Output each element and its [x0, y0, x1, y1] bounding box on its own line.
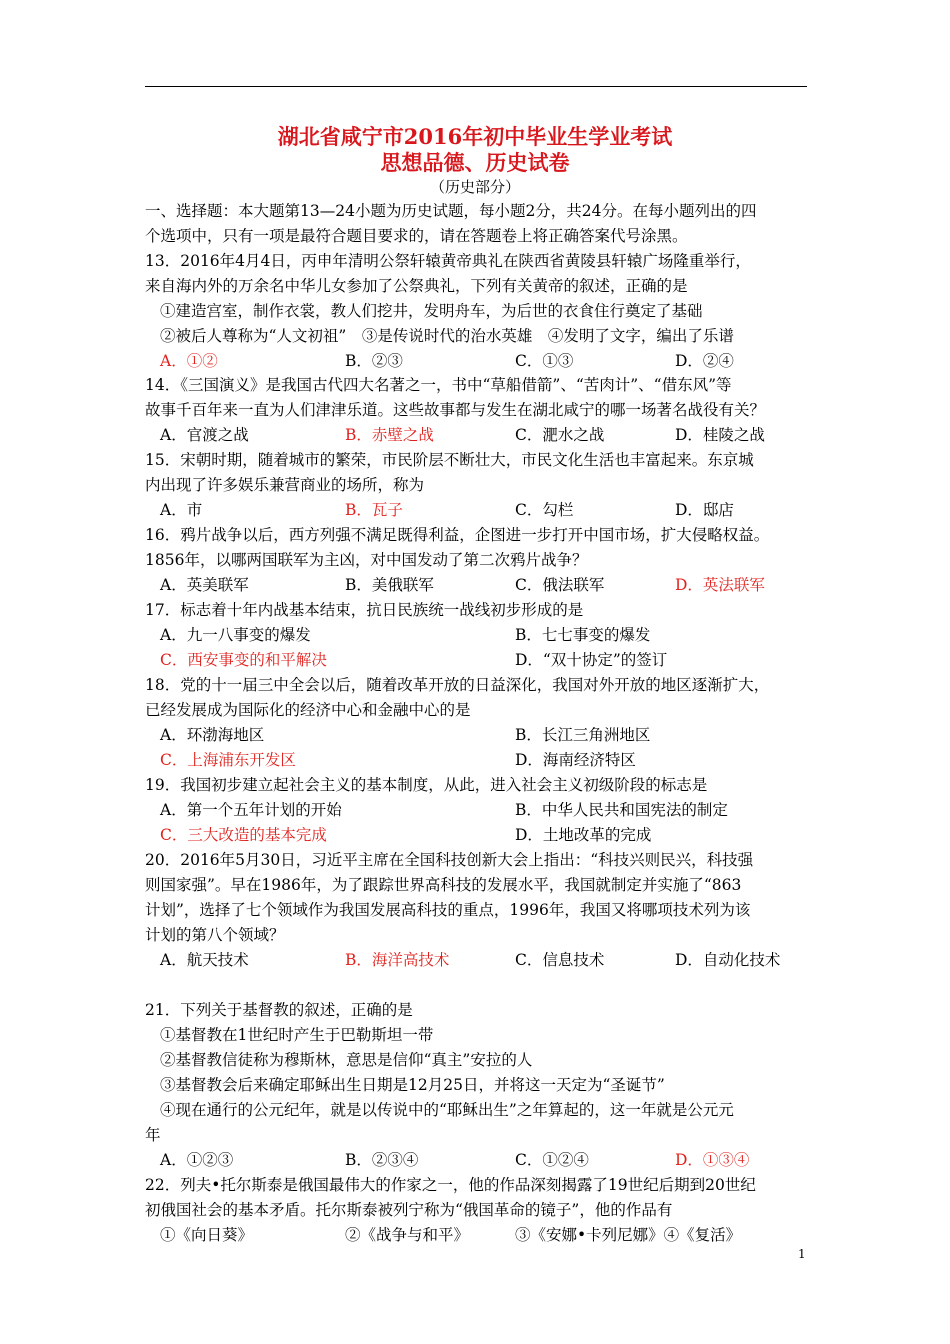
question-stem: 计划的第八个领域？ — [145, 926, 285, 944]
answer-option: D．②④ — [675, 352, 734, 370]
answer-option: B．②③ — [345, 352, 403, 370]
question-stem: 1856年，以哪两国联军为主凶，对中国发动了第二次鸦片战争？ — [145, 551, 588, 569]
answer-option: C．信息技术 — [515, 951, 605, 969]
answer-option: D．桂陵之战 — [675, 426, 765, 444]
statement-item: ①建造宫室，制作衣裳，教人们挖井，发明舟车，为后世的衣食住行奠定了基础 — [160, 302, 703, 320]
instruction-line: 个选项中，只有一项是最符合题目要求的，请在答题卷上将正确答案代号涂黑。 — [145, 227, 688, 245]
question-stem: 22．列夫•托尔斯泰是俄国最伟大的作家之一，他的作品深刻揭露了19世纪后期到20世纪 — [145, 1176, 756, 1194]
answer-option: A．官渡之战 — [160, 426, 249, 444]
question-stem: 20．2016年5月30日，习近平主席在全国科技创新大会上指出：“科技兴则民兴，科技强 — [145, 851, 754, 869]
statement-item: ③《安娜•卡列尼娜》④《复活》 — [515, 1226, 742, 1244]
header-rule — [145, 86, 807, 87]
answer-option: C．勾栏 — [515, 501, 574, 519]
answer-option: D．土地改革的完成 — [515, 826, 652, 844]
instruction-line: 一、选择题：本大题第13—24小题为历史试题，每小题2分，共24分。在每小题列出的四 — [145, 202, 757, 220]
answer-option: C．①③ — [515, 352, 574, 370]
answer-option: B．②③④ — [345, 1151, 419, 1169]
statement-item: ②《战争与和平》 — [345, 1226, 470, 1244]
statement-item: ①基督教在1世纪时产生于巴勒斯坦一带 — [160, 1026, 434, 1044]
question-stem: 计划”，选择了七个领域作为我国发展高科技的重点，1996年，我国又将哪项技术列为该 — [145, 901, 751, 919]
answer-option: C．淝水之战 — [515, 426, 605, 444]
question-stem: 来自海内外的万余名中华儿女参加了公祭典礼，下列有关黄帝的叙述，正确的是 — [145, 277, 688, 295]
question-stem: 内出现了许多娱乐兼营商业的场所，称为 — [145, 476, 425, 494]
answer-option: D．海南经济特区 — [515, 751, 636, 769]
statement-item: ③基督教会后来确定耶稣出生日期是12月25日，并将这一天定为“圣诞节” — [160, 1076, 665, 1094]
answer-option: A．九一八事变的爆发 — [160, 626, 311, 644]
answer-option-correct: C．上海浦东开发区 — [160, 751, 296, 769]
answer-option: A．环渤海地区 — [160, 726, 265, 744]
question-stem: 14．《三国演义》是我国古代四大名著之一，书中“草船借箭”、“苦肉计”、“借东风”等 — [145, 376, 732, 394]
answer-option: B．七七事变的爆发 — [515, 626, 651, 644]
answer-option: A．英美联军 — [160, 576, 249, 594]
answer-option-correct: B．海洋高技术 — [345, 951, 450, 969]
statement-item: ②基督教信徒称为穆斯林，意思是信仰“真主”安拉的人 — [160, 1051, 533, 1069]
answer-option-correct: A．①② — [160, 352, 218, 370]
answer-option: B．长江三角洲地区 — [515, 726, 651, 744]
question-stem: 13．2016年4月4日，丙申年清明公祭轩辕黄帝典礼在陕西省黄陵县轩辕广场隆重举行， — [145, 252, 751, 270]
answer-option-correct: B．赤壁之战 — [345, 426, 434, 444]
answer-option: A．第一个五年计划的开始 — [160, 801, 342, 819]
answer-option: A．航天技术 — [160, 951, 249, 969]
section-label: （历史部分） — [429, 178, 520, 196]
question-stem: 则国家强”。早在1986年，为了跟踪世界高科技的发展水平，我国就制定并实施了“863 — [145, 876, 742, 894]
statement-item: ②被后人尊称为“人文初祖” ③是传说时代的治水英雄 ④发明了文字，编出了乐谱 — [160, 327, 734, 345]
answer-option: C．①②④ — [515, 1151, 589, 1169]
answer-option: A．市 — [160, 501, 203, 519]
question-stem: 19．我国初步建立起社会主义的基本制度，从此，进入社会主义初级阶段的标志是 — [145, 776, 708, 794]
question-stem: 初俄国社会的基本矛盾。托尔斯泰被列宁称为“俄国革命的镜子”，他的作品有 — [145, 1201, 673, 1219]
question-stem: 17．标志着十年内战基本结束，抗日民族统一战线初步形成的是 — [145, 601, 584, 619]
answer-option: C．俄法联军 — [515, 576, 605, 594]
answer-option-correct: D．英法联军 — [675, 576, 765, 594]
answer-option: D．“双十协定”的签订 — [515, 651, 668, 669]
answer-option-correct: B．瓦子 — [345, 501, 403, 519]
statement-item: ④现在通行的公元纪年，就是以传说中的“耶稣出生”之年算起的，这一年就是公元元 — [160, 1101, 734, 1119]
answer-option-correct: D．①③④ — [675, 1151, 750, 1169]
answer-option-correct: C．三大改造的基本完成 — [160, 826, 327, 844]
question-stem: 16．鸦片战争以后，西方列强不满足既得利益，企图进一步打开中国市场，扩大侵略权益。 — [145, 526, 770, 544]
exam-title: 湖北省咸宁市2016年初中毕业生学业考试 — [277, 124, 673, 149]
question-stem: 故事千百年来一直为人们津津乐道。这些故事都与发生在湖北咸宁的哪一场著名战役有关？ — [145, 401, 766, 419]
statement-item: 年 — [145, 1126, 161, 1144]
question-stem: 21．下列关于基督教的叙述，正确的是 — [145, 1001, 413, 1019]
answer-option: B．中华人民共和国宪法的制定 — [515, 801, 728, 819]
answer-option-correct: C．西安事变的和平解决 — [160, 651, 327, 669]
question-stem: 15．宋朝时期，随着城市的繁荣，市民阶层不断壮大，市民文化生活也丰富起来。东京城 — [145, 451, 754, 469]
question-stem: 已经发展成为国际化的经济中心和金融中心的是 — [145, 701, 471, 719]
exam-subtitle: 思想品德、历史试卷 — [380, 150, 570, 175]
answer-option: D．自动化技术 — [675, 951, 781, 969]
statement-item: ①《向日葵》 — [160, 1226, 254, 1244]
answer-option: A．①②③ — [160, 1151, 234, 1169]
answer-option: B．美俄联军 — [345, 576, 434, 594]
question-stem: 18．党的十一届三中全会以后，随着改革开放的日益深化，我国对外开放的地区逐渐扩大， — [145, 676, 770, 694]
page-number: 1 — [798, 1247, 806, 1261]
answer-option: D．邸店 — [675, 501, 734, 519]
